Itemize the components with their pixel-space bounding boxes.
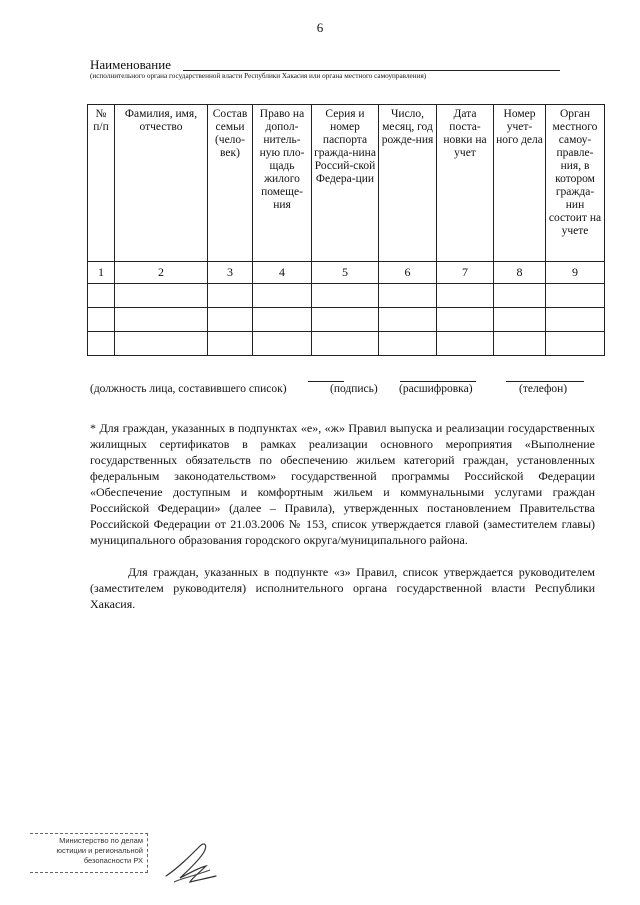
column-number: 5 (312, 262, 379, 284)
page-number: 6 (316, 20, 324, 35)
column-number: 4 (253, 262, 312, 284)
column-number: 3 (208, 262, 253, 284)
header-cell: Число, месяц, год рожде-ния (379, 105, 437, 262)
header-cell: Дата поста-новки на учет (437, 105, 494, 262)
table-header-row (88, 105, 605, 262)
phone-line (506, 381, 584, 382)
table-row (88, 332, 605, 356)
stamp-line: безопасности РХ (83, 856, 143, 865)
phone-caption: (телефон) (519, 383, 568, 395)
table-number-row (88, 262, 605, 284)
decoding-line (400, 381, 476, 382)
column-number: 2 (115, 262, 208, 284)
position-caption: (должность лица, составившего список) (90, 383, 287, 395)
name-label: Наименование (90, 57, 171, 72)
stamp-line: Министерство по делам (59, 836, 143, 845)
column-number: 8 (494, 262, 546, 284)
stamp-line: юстиции и региональной (56, 846, 143, 855)
handwritten-signature (160, 838, 220, 888)
header-cell: Номер учет-ного дела (494, 105, 546, 262)
column-number: 6 (379, 262, 437, 284)
footnote-paragraph-1: * Для граждан, указанных в подпунктах «е», «ж» Правил выпуска и реализации государственных жилищных сертификатов в рамках реализации основного мероприятия «Выполнение государственных обязательств по обеспечению жильем категорий граждан, установленных федеральным законодательством» государственной программы Российской Федерации «Обеспечение доступным и комфортным жильем и коммунальными услугами граждан Российской Федерации» (далее – Правила), утвержденных постановлением Правительства Российской Федерации от 21.03.2006 № 153, список утверждается главой (заместителем главы) муниципального образования городского округа/муниципального района. (90, 421, 595, 547)
header-cell: Орган местного самоу-правле-ния, в котором гражда-нин состоит на учете (546, 105, 605, 262)
header-cell: № п/п (88, 105, 115, 262)
header-cell: Право на допол-нитель-ную пло-щадь жилого помеще-ния (253, 105, 312, 262)
ministry-stamp (30, 833, 148, 873)
name-caption: (исполнительного органа государственной власти Республики Хакасия или органа местного самоуправления) (90, 72, 427, 80)
name-fill-line (183, 70, 560, 71)
column-number: 7 (437, 262, 494, 284)
signature-line (308, 381, 344, 382)
column-number: 1 (88, 262, 115, 284)
signature-caption: (подпись) (330, 383, 378, 395)
footnote-paragraph-2 (90, 564, 595, 612)
decoding-caption: (расшифровка) (399, 383, 473, 395)
table-row (88, 284, 605, 308)
column-number: 9 (546, 262, 605, 284)
table-row (88, 308, 605, 332)
footnote-paragraph-2-text: Для граждан, указанных в подпункте «з» Правил, список утверждается руководителем (заместителем руководителя) исполнительного органа государственной власти Республики Хакасия. (90, 565, 595, 611)
header-cell: Состав семьи (чело-век) (208, 105, 253, 262)
header-cell: Серия и номер паспорта гражда-нина Россий-ской Федера-ции (312, 105, 379, 262)
header-cell: Фамилия, имя, отчество (115, 105, 208, 262)
registry-table (87, 104, 605, 356)
